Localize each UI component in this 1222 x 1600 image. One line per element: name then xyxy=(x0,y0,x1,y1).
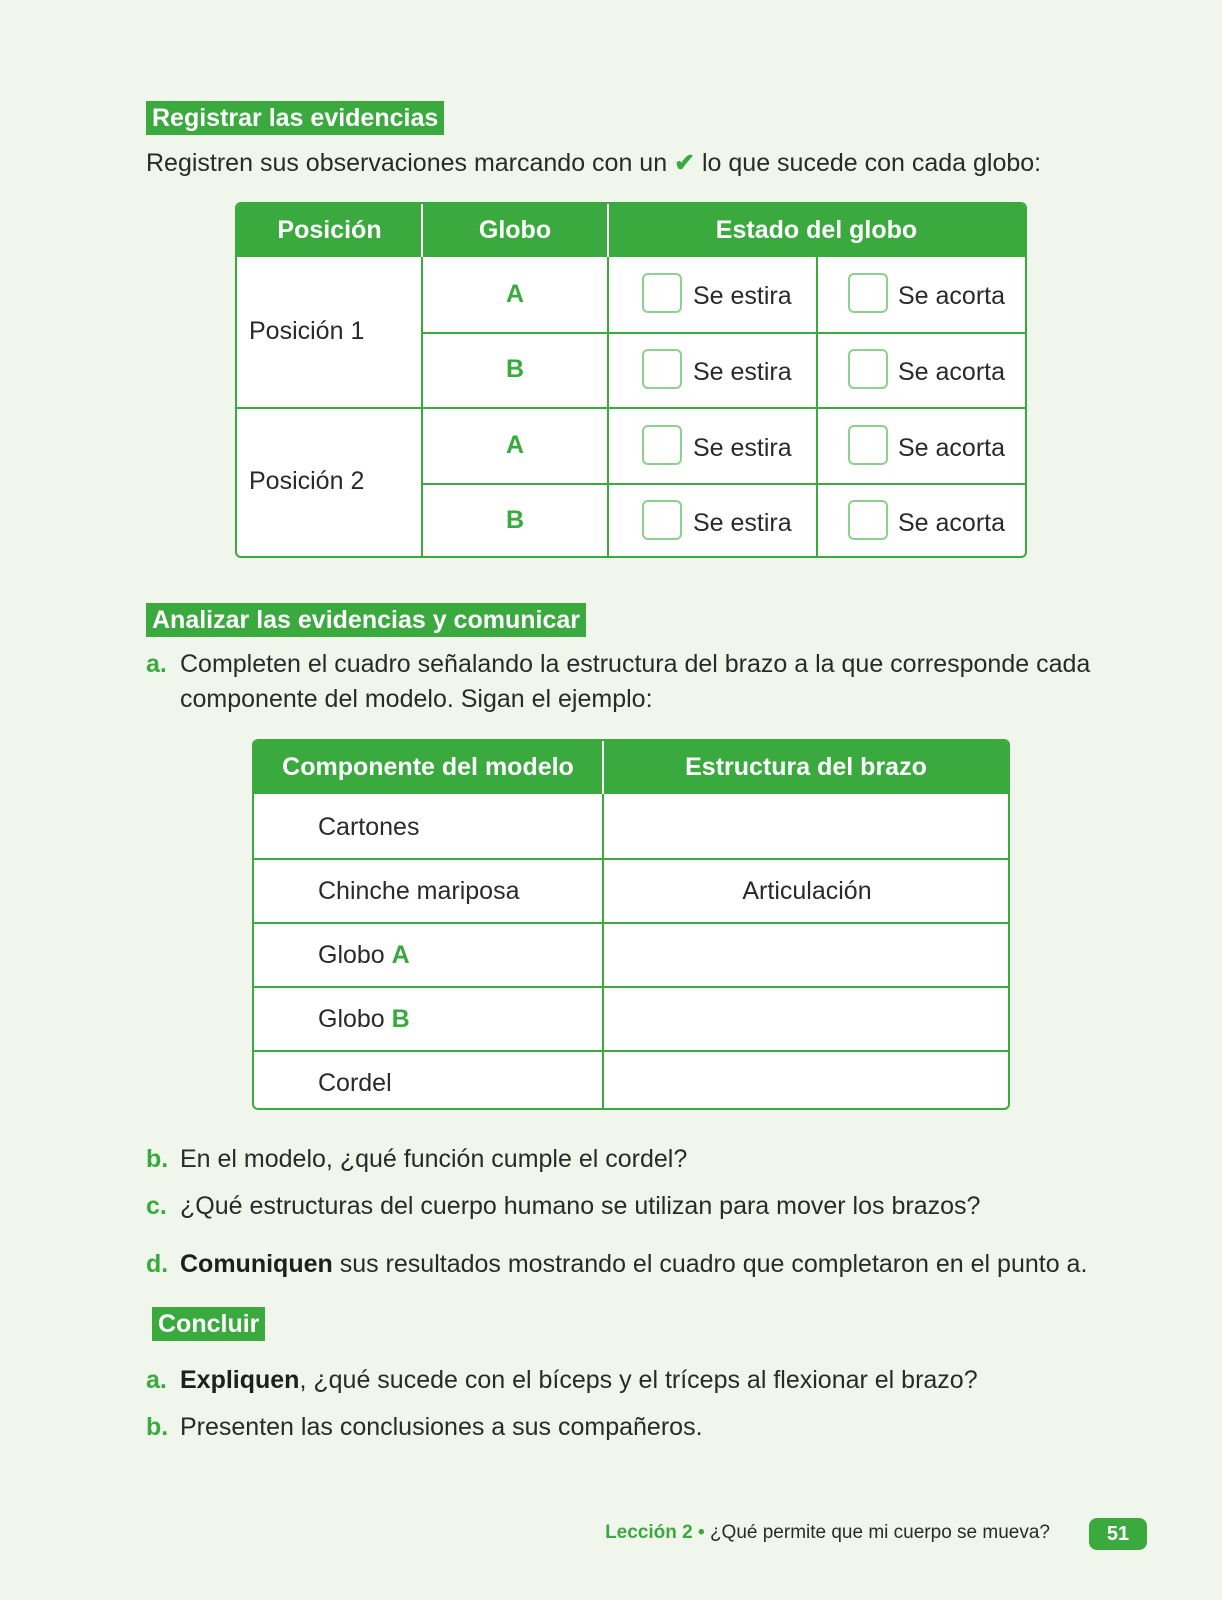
item-a-line1: Completen el cuadro señalando la estructura del brazo a la que corresponde cada xyxy=(180,650,1091,678)
item-letter: b. xyxy=(146,1413,169,1441)
conclude-item-a xyxy=(146,1366,978,1395)
section-title-registrar: Registrar las evidencias xyxy=(146,101,444,135)
checkbox-se-acorta[interactable] xyxy=(848,500,888,540)
globo-letter: B xyxy=(505,355,525,383)
checkbox-se-acorta[interactable] xyxy=(848,425,888,465)
structure-example: Articulación xyxy=(742,877,872,905)
conclude-b-text: Presenten las conclusiones a sus compañeros. xyxy=(180,1413,703,1441)
component-cell xyxy=(318,877,520,906)
component-cell xyxy=(318,941,410,970)
option-label: Se estira xyxy=(693,434,792,462)
row-divider xyxy=(254,858,1010,860)
lesson-question: ¿Qué permite que mi cuerpo se mueva? xyxy=(709,1522,1050,1543)
globo-letter: A xyxy=(505,280,525,308)
row-divider xyxy=(254,922,1010,924)
item-c xyxy=(146,1192,980,1221)
item-d xyxy=(146,1250,1087,1279)
instruction-before: Registren sus observaciones marcando con un xyxy=(146,149,675,177)
section-title-concluir: Concluir xyxy=(152,1307,265,1341)
row-divider xyxy=(254,986,1010,988)
observation-table xyxy=(235,202,1027,558)
instruction-after: lo que sucede con cada globo: xyxy=(695,149,1042,177)
position-label: Posición 2 xyxy=(249,467,365,495)
header-posicion: Posición xyxy=(277,216,382,244)
component-name: Cartones xyxy=(318,813,420,841)
position-label: Posición 1 xyxy=(249,317,365,345)
option-label: Se acorta xyxy=(898,282,1006,310)
checkbox-se-acorta[interactable] xyxy=(848,349,888,389)
option-label: Se estira xyxy=(693,358,792,386)
component-letter: A xyxy=(391,941,410,969)
header-divider xyxy=(607,204,609,257)
option-label: Se estira xyxy=(693,509,792,537)
conclude-item-b xyxy=(146,1413,703,1442)
option-label: Se estira xyxy=(693,282,792,310)
checkbox-se-estira[interactable] xyxy=(642,500,682,540)
model-table xyxy=(252,739,1010,1110)
instruction-text xyxy=(146,148,1041,178)
item-a xyxy=(146,650,1090,679)
component-name: Chinche mariposa xyxy=(318,877,520,905)
section-title-analizar: Analizar las evidencias y comunicar xyxy=(146,603,586,637)
row-divider xyxy=(421,332,1027,334)
page-number: 51 xyxy=(1089,1518,1147,1550)
check-icon: ✔ xyxy=(674,149,696,177)
footer-bullet: • xyxy=(692,1522,710,1543)
header-globo: Globo xyxy=(478,216,552,244)
item-letter: a. xyxy=(146,1366,167,1394)
component-name: Globo xyxy=(318,941,392,969)
item-d-bold: Comuniquen xyxy=(180,1250,333,1278)
conclude-a-bold: Expliquen xyxy=(180,1366,300,1394)
item-letter: b. xyxy=(146,1145,169,1173)
checkbox-se-estira[interactable] xyxy=(642,273,682,313)
header-componente: Componente del modelo xyxy=(282,753,574,781)
row-divider xyxy=(254,1050,1010,1052)
item-letter: a. xyxy=(146,650,167,678)
component-cell xyxy=(318,1005,410,1034)
column-divider xyxy=(602,794,604,1110)
option-label: Se acorta xyxy=(898,509,1006,537)
component-name: Cordel xyxy=(318,1069,392,1097)
conclude-a-text: , ¿qué sucede con el bíceps y el tríceps al flexionar el brazo? xyxy=(299,1366,978,1394)
item-b-text: En el modelo, ¿qué función cumple el cordel? xyxy=(180,1145,688,1173)
checkbox-se-estira[interactable] xyxy=(642,349,682,389)
lesson-label: Lección 2 xyxy=(605,1522,693,1543)
item-letter: d. xyxy=(146,1250,169,1278)
item-d-text: sus resultados mostrando el cuadro que completaron en el punto a. xyxy=(332,1250,1088,1278)
header-divider xyxy=(421,204,423,257)
item-letter: c. xyxy=(146,1192,167,1220)
page-footer xyxy=(605,1522,1050,1544)
item-a-line2: componente del modelo. Sigan el ejemplo: xyxy=(180,685,653,713)
item-b xyxy=(146,1145,687,1174)
checkbox-se-estira[interactable] xyxy=(642,425,682,465)
option-label: Se acorta xyxy=(898,358,1006,386)
header-estado: Estado del globo xyxy=(715,216,918,244)
component-name: Globo xyxy=(318,1005,392,1033)
header-divider xyxy=(602,741,604,794)
component-cell xyxy=(318,813,419,842)
component-cell xyxy=(318,1069,392,1098)
row-divider xyxy=(421,483,1027,485)
row-divider xyxy=(237,407,1027,409)
component-letter: B xyxy=(391,1005,410,1033)
header-estructura: Estructura del brazo xyxy=(685,753,927,781)
option-label: Se acorta xyxy=(898,434,1006,462)
globo-letter: B xyxy=(505,506,525,534)
checkbox-se-acorta[interactable] xyxy=(848,273,888,313)
item-c-text: ¿Qué estructuras del cuerpo humano se utilizan para mover los brazos? xyxy=(180,1192,981,1220)
globo-letter: A xyxy=(505,431,525,459)
